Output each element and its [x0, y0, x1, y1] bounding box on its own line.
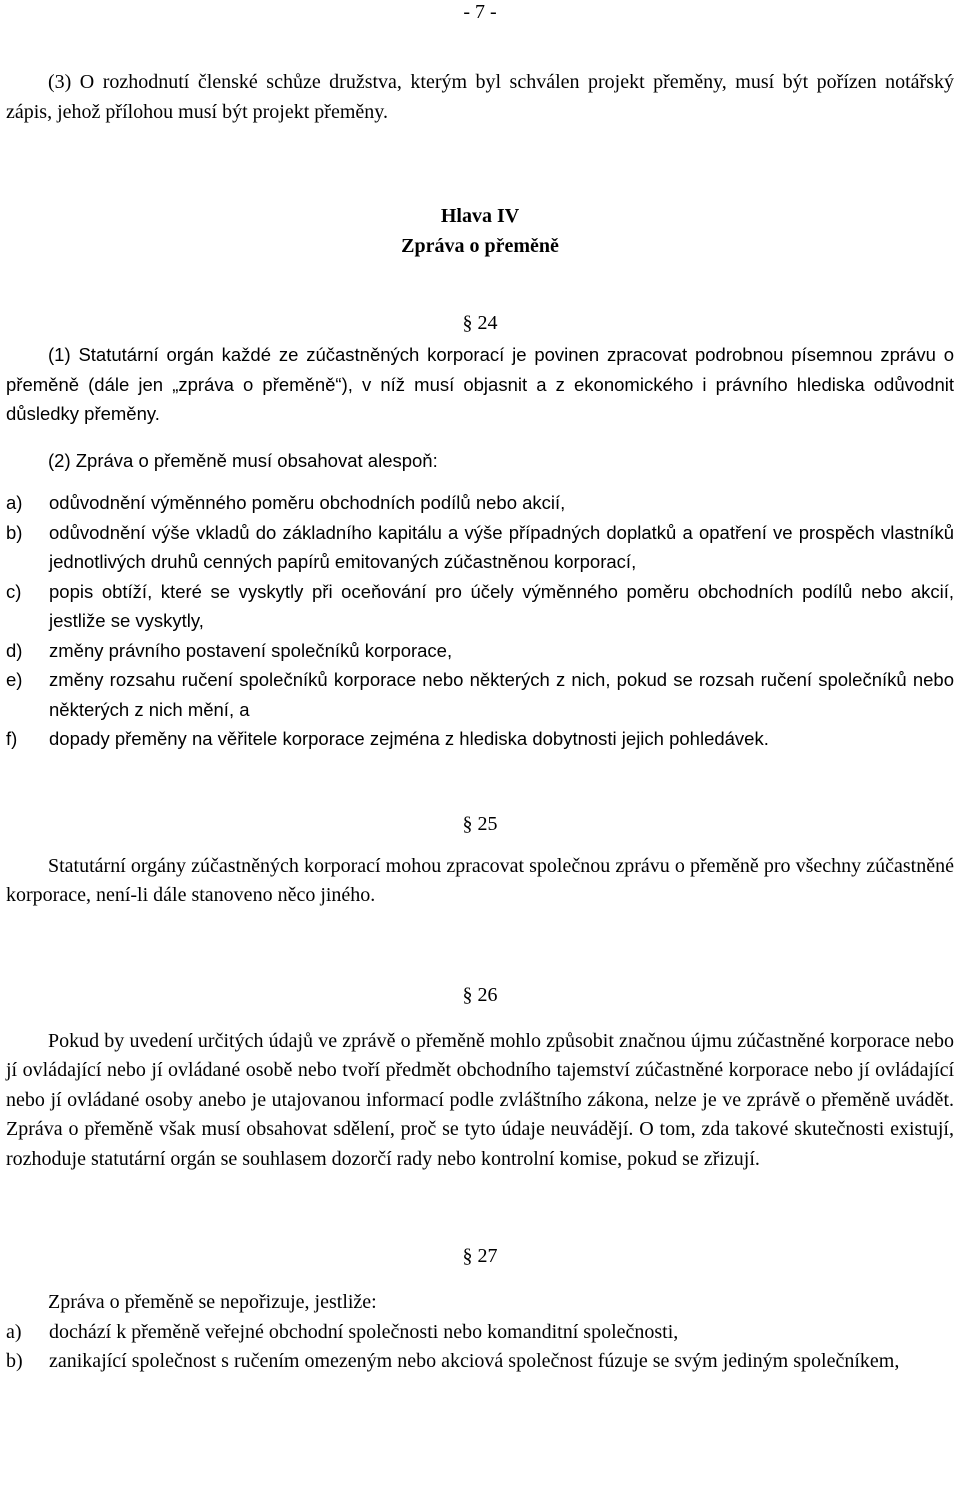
section-26-text: Pokud by uvedení určitých údajů ve zprávě o přeměně mohlo způsobit značnou újmu zúčastněné korporace nebo jí ovládající nebo jí ovládané osobě nebo tvoří předmět obchodního tajemství zúčastněné korporace nebo jí ovládající nebo jí ovládané osoby anebo je utajovanou informací podle zvláštního zákona, nelze je ve zprávě o přeměně uvádět. Zpráva o přeměně však musí obsahovat sdělení, proč se tyto údaje neuvádějí. O tom, zda takové skutečnosti existují, rozhoduje statutární orgán se souhlasem dozorčí rady nebo kontrolní komise, pokud se zřizují. — [6, 1029, 954, 1170]
section-27-list — [6, 1318, 954, 1377]
list-item — [6, 518, 954, 577]
section-heading-24: § 24 — [462, 312, 498, 334]
list-marker: b) — [6, 1350, 23, 1372]
list-item — [6, 488, 954, 518]
section-24-list — [6, 488, 954, 754]
list-item — [6, 724, 954, 754]
section-heading-25: § 25 — [462, 812, 498, 835]
list-item — [6, 577, 954, 636]
list-marker: d) — [6, 639, 23, 661]
paragraph-3: (3) O rozhodnutí členské schůze družstva, kterým byl schválen projekt přeměny, musí být pořízen notářský zápis, jehož přílohou musí být projekt přeměny. — [6, 71, 954, 123]
chapter-title: Hlava IV — [440, 205, 520, 227]
chapter-subtitle: Zpráva o přeměně — [401, 234, 559, 257]
document-page — [6, 0, 954, 1377]
section-24-paragraph-1: (1) Statutární orgán každé ze zúčastněných korporací je povinen zpracovat podrobnou písemnou zprávu o přeměně (dále jen „zpráva o přeměně“), v níž musí objasnit a z ekonomického i právního hlediska odůvodnit důsledky přeměny. — [6, 344, 954, 424]
list-marker: b) — [6, 521, 23, 543]
list-marker: a) — [6, 492, 23, 513]
list-marker: a) — [6, 1320, 22, 1343]
list-item-text: dopady přeměny na věřitele korporace zejména z hlediska dobytnosti jejich pohledávek. — [49, 728, 769, 749]
page-number: - 7 - — [463, 1, 497, 23]
section-heading-27: § 27 — [462, 1245, 498, 1267]
list-marker: e) — [6, 669, 23, 690]
list-item-text: dochází k přeměně veřejné obchodní společnosti nebo komanditní společnosti, — [49, 1320, 679, 1343]
section-heading-26: § 26 — [462, 983, 498, 1006]
list-item-text: změny rozsahu ručení společníků korporace nebo některých z nich, pokud se rozsah ručení společníků nebo některých z nich mění, a — [49, 669, 954, 720]
list-item-text: odůvodnění výměnného poměru obchodních podílů nebo akcií, — [49, 492, 566, 513]
list-item — [6, 1318, 954, 1348]
list-item-text: změny právního postavení společníků korporace, — [49, 639, 453, 661]
section-24-paragraph-2: (2) Zpráva o přeměně musí obsahovat alespoň: — [48, 449, 438, 471]
list-item — [6, 1347, 954, 1377]
list-item-text: zanikající společnost s ručením omezeným nebo akciová společnost fúzuje se svým jediným společníkem, — [49, 1350, 900, 1372]
section-27-intro: Zpráva o přeměně se nepořizuje, jestliže: — [48, 1291, 377, 1313]
list-item — [6, 636, 954, 666]
list-marker: f) — [6, 728, 18, 749]
list-marker: c) — [6, 580, 22, 602]
list-item-text: odůvodnění výše vkladů do základního kapitálu a výše případných doplatků a opatření ve prospěch vlastníků jednotlivých druhů cenných papírů emitovaných zúčastněnou korporací, — [49, 521, 954, 572]
list-item-text: popis obtíží, které se vyskytly při oceňování pro účely výměnného poměru obchodních podílů nebo akcií, jestliže se vyskytly, — [49, 580, 954, 631]
list-item — [6, 665, 954, 724]
section-25-text: Statutární orgány zúčastněných korporací mohou zpracovat společnou zprávu o přeměně pro všechny zúčastněné korporace, není-li dále stanoveno něco jiného. — [6, 854, 954, 906]
